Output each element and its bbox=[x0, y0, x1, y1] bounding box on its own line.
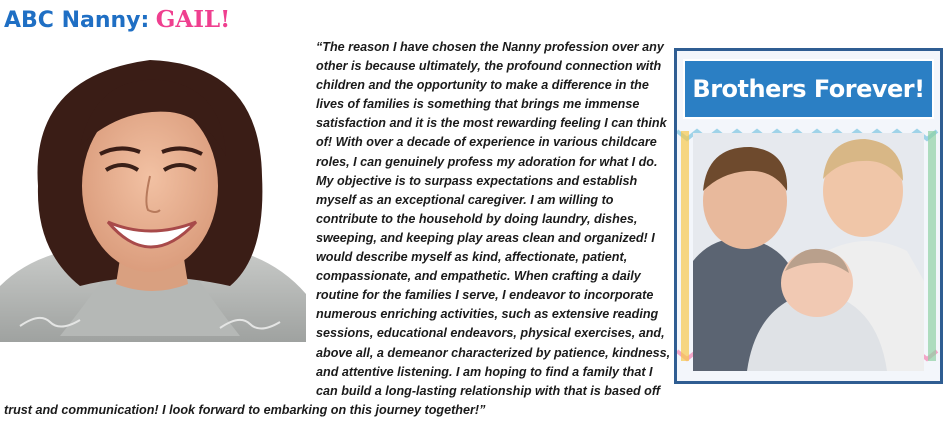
page-title bbox=[4, 2, 230, 36]
testimonial-text bbox=[4, 38, 672, 420]
nanny-name: GAIL! bbox=[155, 6, 231, 33]
title-prefix: ABC Nanny: bbox=[4, 8, 150, 33]
brothers-poster bbox=[674, 48, 943, 384]
testimonial-content: “The reason I have chosen the Nanny profession over any other is because ultimately, the profound connection with children and the opportunity to make a difference in the lives of families is something that brings me immense satisfaction and it is the most rewarding feeling I can think of! With over a decade of experience in various childcare roles, I can genuinely profess my adoration for what I do. My objective is to surpass expectations and establish myself as an exceptional caregiver. I am willing to contribute to the household by doing laundry, dishes, sweeping, and keeping play areas clean and organized! I would describe myself as kind, affectionate, patient, compassionate, and empathetic. When crafting a daily routine for the families I serve, I endeavor to incorporate numerous enriching activities, such as extensive reading sessions, educational endeavors, physical exercises, and, above all, a demeanor characterized by patience, kindness, and attentive listening. I am hoping to find a family that I can build a long-lasting relationship with that is based off trust and communication! I look forward to embarking on this journey together!” bbox=[4, 40, 671, 417]
poster-title: Brothers Forever! bbox=[683, 59, 934, 119]
